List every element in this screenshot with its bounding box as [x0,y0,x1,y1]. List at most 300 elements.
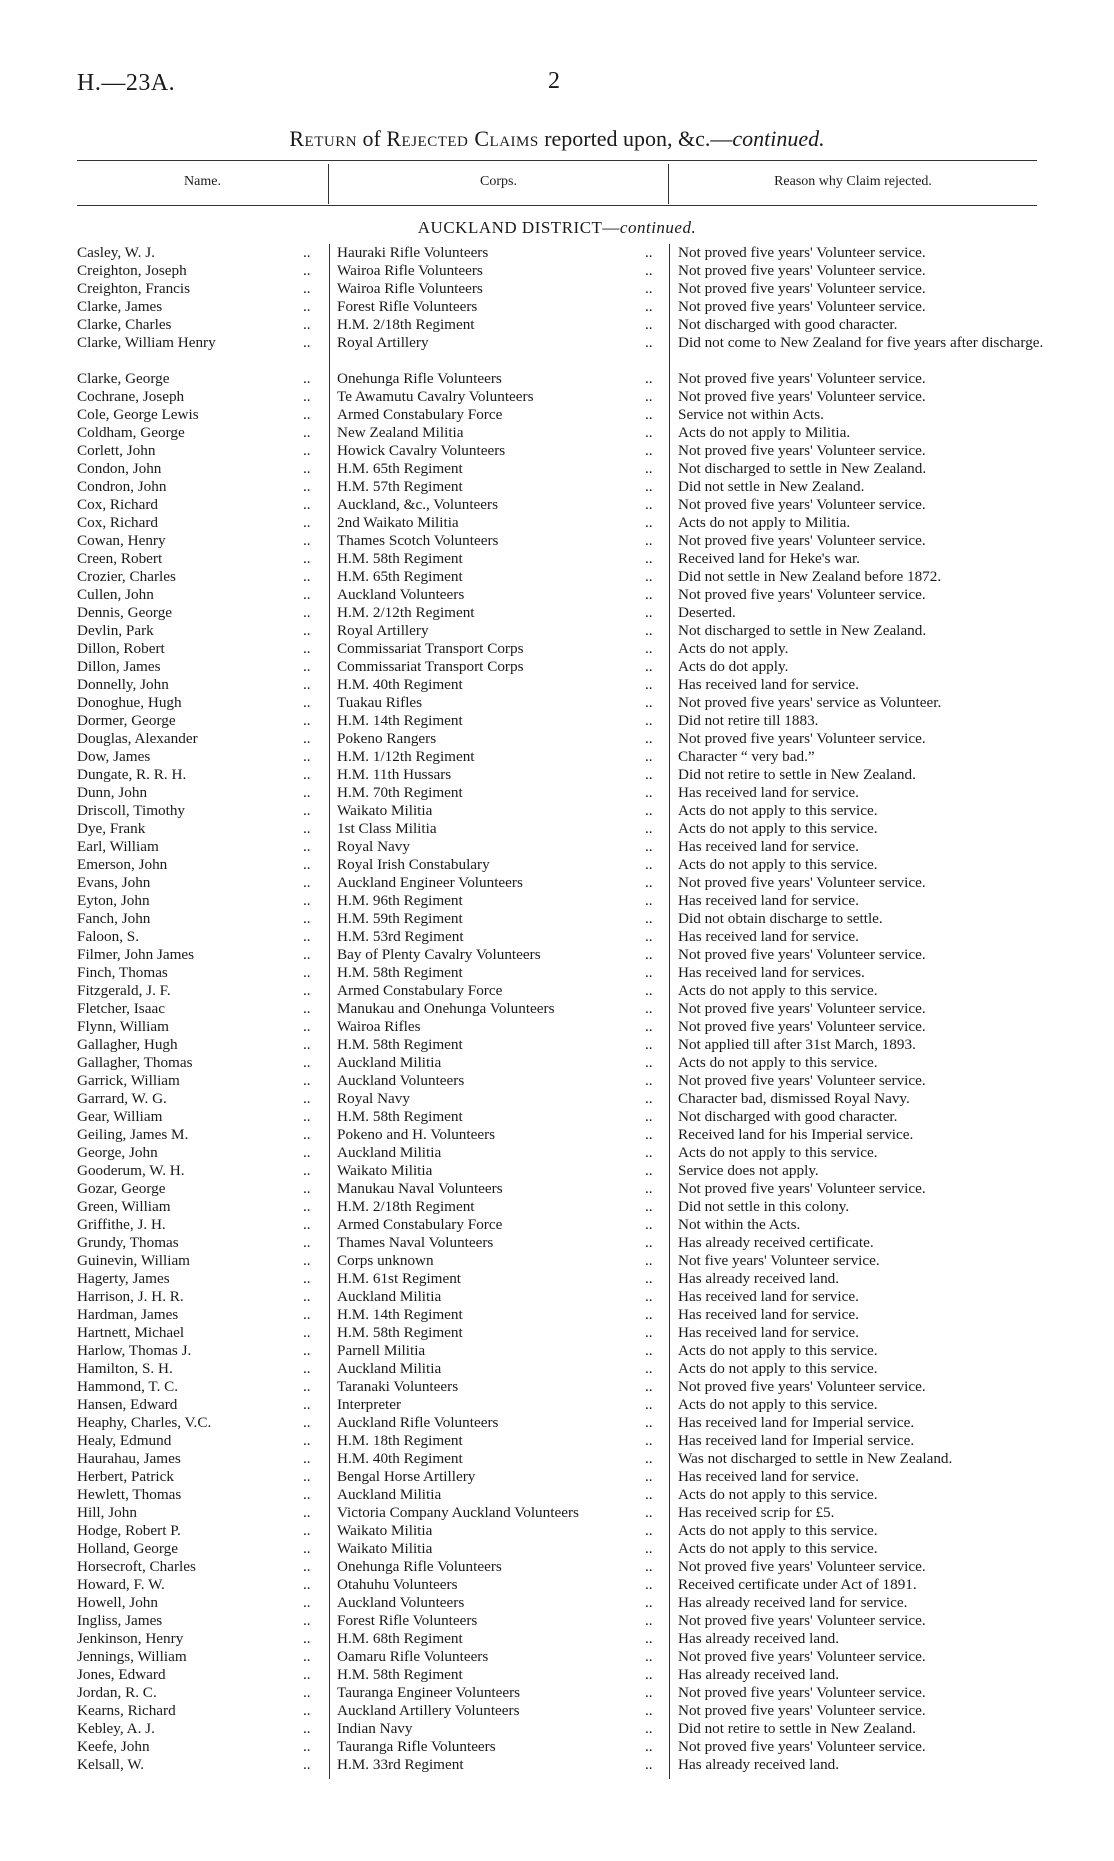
corps-name: Waikato Militia [337,1540,433,1557]
corps-name: Tauranga Engineer Volunteers [337,1684,521,1701]
column-header-corps: Corps. [480,174,517,189]
leader-dots: .. [645,1648,653,1665]
claimant-name: Dow, James [77,748,151,765]
leader-dots: .. [303,442,311,459]
rejection-reason: Has received land for service. [678,1288,859,1305]
leader-dots: .. [645,1702,653,1719]
rejection-reason: Acts do not apply to this service. [678,1054,878,1071]
table-row [0,244,1114,262]
leader-dots: .. [645,1216,653,1233]
claimant-name: Kebley, A. J. [77,1720,155,1737]
leader-dots: .. [645,298,653,315]
rejection-reason: Acts do dot apply. [678,658,789,675]
table-row [0,1630,1114,1648]
rejection-reason: Not proved five years' Volunteer service. [678,370,926,387]
corps-name: Auckland Rifle Volunteers [337,1414,499,1431]
leader-dots: .. [303,1648,311,1665]
table-row [0,838,1114,856]
leader-dots: .. [645,1342,653,1359]
rejection-reason: Deserted. [678,604,736,621]
rejection-reason: Has received scrip for £5. [678,1504,835,1521]
claimant-name: Devlin, Park [77,622,154,639]
rejection-reason: Not proved five years' service as Volunteer. [678,694,942,711]
rejection-reason: Has received land for service. [678,928,859,945]
rejection-reason: Did not settle in this colony. [678,1198,850,1215]
corps-name: Royal Artillery [337,622,429,639]
table-row [0,820,1114,838]
corps-name: 1st Class Militia [337,820,437,837]
leader-dots: .. [645,622,653,639]
claimant-name: Healy, Edmund [77,1432,172,1449]
corps-name: Otahuhu Volunteers [337,1576,458,1593]
rejection-reason: Not proved five years' Volunteer service. [678,1738,926,1755]
leader-dots: .. [303,874,311,891]
table-row [0,496,1114,514]
leader-dots: .. [303,1414,311,1431]
table-row [0,298,1114,316]
corps-name: Waikato Militia [337,802,433,819]
claimant-name: Gozar, George [77,1180,166,1197]
leader-dots: .. [645,370,653,387]
leader-dots: .. [303,1270,311,1287]
leader-dots: .. [645,424,653,441]
table-row [0,1666,1114,1684]
claimant-name: Clarke, Charles [77,316,172,333]
claimant-name: Crozier, Charles [77,568,176,585]
corps-name: H.M. 2/12th Regiment [337,604,475,621]
corps-name: Royal Irish Constabulary [337,856,490,873]
rejection-reason: Not applied till after 31st March, 1893. [678,1036,916,1053]
corps-name: Pokeno and H. Volunteers [337,1126,496,1143]
corps-name: New Zealand Militia [337,424,464,441]
leader-dots: .. [303,1180,311,1197]
claimant-name: Flynn, William [77,1018,169,1035]
leader-dots: .. [645,316,653,333]
leader-dots: .. [303,1252,311,1269]
claimant-name: Keefe, John [77,1738,150,1755]
leader-dots: .. [303,1036,311,1053]
leader-dots: .. [645,514,653,531]
claimant-name: Fletcher, Isaac [77,1000,165,1017]
corps-name: Hauraki Rifle Volunteers [337,244,489,261]
claimant-name: Horsecroft, Charles [77,1558,196,1575]
rejection-reason: Not proved five years' Volunteer service. [678,730,926,747]
table-row [0,964,1114,982]
column-header-name: Name. [184,174,221,189]
corps-name: Commissariat Transport Corps [337,640,524,657]
rejection-reason: Has received land for service. [678,1306,859,1323]
leader-dots: .. [303,1018,311,1035]
corps-name: Auckland Volunteers [337,1594,465,1611]
leader-dots: .. [645,1306,653,1323]
claimant-name: Geiling, James M. [77,1126,189,1143]
corps-name: Auckland Engineer Volunteers [337,874,523,891]
leader-dots: .. [303,712,311,729]
corps-name: H.M. 53rd Regiment [337,928,464,945]
table-row [0,910,1114,928]
corps-name: Auckland, &c., Volunteers [337,496,498,513]
table-row [0,460,1114,478]
rejection-reason: Not proved five years' Volunteer service. [678,1018,926,1035]
corps-name: H.M. 14th Regiment [337,712,463,729]
leader-dots: .. [645,1090,653,1107]
rejection-reason: Did not obtain discharge to settle. [678,910,883,927]
leader-dots: .. [303,1108,311,1125]
leader-dots: .. [303,802,311,819]
leader-dots: .. [303,1486,311,1503]
claimant-name: Hartnett, Michael [77,1324,185,1341]
table-row [0,604,1114,622]
leader-dots: .. [645,1072,653,1089]
corps-name: Onehunga Rifle Volunteers [337,370,502,387]
corps-name: Tauranga Rifle Volunteers [337,1738,496,1755]
rejection-reason: Acts do not apply to this service. [678,1522,878,1539]
leader-dots: .. [303,388,311,405]
claimant-name: Guinevin, William [77,1252,191,1269]
claimant-name: Griffithe, J. H. [77,1216,166,1233]
leader-dots: .. [645,1396,653,1413]
claimant-name: Gear, William [77,1108,163,1125]
claimant-name: Harlow, Thomas J. [77,1342,192,1359]
rejection-reason: Acts do not apply to this service. [678,1360,878,1377]
leader-dots: .. [303,532,311,549]
rejection-reason: Acts do not apply to this service. [678,802,878,819]
claimant-name: Dillon, Robert [77,640,165,657]
leader-dots: .. [645,1576,653,1593]
page-title [0,126,1114,152]
corps-name: Oamaru Rifle Volunteers [337,1648,489,1665]
rejection-reason: Acts do not apply to this service. [678,856,878,873]
leader-dots: .. [645,802,653,819]
leader-dots: .. [645,910,653,927]
leader-dots: .. [645,1738,653,1755]
table-row [0,1144,1114,1162]
claimant-name: Fanch, John [77,910,151,927]
table-row [0,1738,1114,1756]
claimant-name: Clarke, William Henry [77,334,216,351]
leader-dots: .. [645,1756,653,1773]
leader-dots: .. [303,928,311,945]
leader-dots: .. [645,1054,653,1071]
header-top-rule [77,160,1037,161]
leader-dots: .. [303,694,311,711]
claimant-name: Hewlett, Thomas [77,1486,182,1503]
table-row [0,1504,1114,1522]
leader-dots: .. [645,1252,653,1269]
rejection-reason: Did not retire till 1883. [678,712,819,729]
table-row [0,856,1114,874]
leader-dots: .. [645,1612,653,1629]
leader-dots: .. [645,586,653,603]
table-row [0,694,1114,712]
leader-dots: .. [303,1612,311,1629]
table-row [0,928,1114,946]
leader-dots: .. [303,1198,311,1215]
claimant-name: Emerson, John [77,856,168,873]
rejection-reason: Did not come to New Zealand for five years after discharge. [678,334,1044,351]
claimant-name: Cole, George Lewis [77,406,199,423]
claimant-name: Dye, Frank [77,820,146,837]
leader-dots: .. [645,1432,653,1449]
claimant-name: Cox, Richard [77,496,158,513]
leader-dots: .. [303,604,311,621]
table-row [0,1378,1114,1396]
claimant-name: Herbert, Patrick [77,1468,174,1485]
leader-dots: .. [645,730,653,747]
column-header-reason: Reason why Claim rejected. [774,174,932,189]
rejection-reason: Not proved five years' Volunteer service. [678,1702,926,1719]
table-row [0,1288,1114,1306]
rejection-reason: Character “ very bad.” [678,748,815,765]
leader-dots: .. [645,892,653,909]
rejection-reason: Character bad, dismissed Royal Navy. [678,1090,910,1107]
claimant-name: Jennings, William [77,1648,187,1665]
table-row [0,946,1114,964]
corps-name: Wairoa Rifles [337,1018,421,1035]
leader-dots: .. [303,1594,311,1611]
corps-name: Te Awamutu Cavalry Volunteers [337,388,534,405]
rejection-reason: Not discharged with good character. [678,1108,898,1125]
rejection-reason: Has already received land. [678,1270,840,1287]
leader-dots: .. [645,532,653,549]
corps-name: Auckland Volunteers [337,586,465,603]
corps-name: H.M. 33rd Regiment [337,1756,464,1773]
leader-dots: .. [645,1126,653,1143]
rejection-reason: Service does not apply. [678,1162,819,1179]
claimant-name: Finch, Thomas [77,964,168,981]
leader-dots: .. [303,568,311,585]
leader-dots: .. [303,1702,311,1719]
table-row [0,532,1114,550]
claimant-name: Heaphy, Charles, V.C. [77,1414,212,1431]
table-row [0,370,1114,388]
table-row [0,730,1114,748]
corps-name: Thames Scotch Volunteers [337,532,499,549]
leader-dots: .. [303,496,311,513]
leader-dots: .. [303,784,311,801]
corps-name: H.M. 58th Regiment [337,1108,463,1125]
table-row [0,766,1114,784]
table-row [0,1270,1114,1288]
table-row [0,1594,1114,1612]
table-row [0,1720,1114,1738]
leader-dots: .. [303,1360,311,1377]
claimant-name: Gallagher, Thomas [77,1054,193,1071]
rejection-reason: Has received land for service. [678,892,859,909]
rejection-reason: Acts do not apply to this service. [678,1486,878,1503]
rejection-reason: Not proved five years' Volunteer service. [678,1612,926,1629]
title-word-return: Return [289,126,358,151]
table-row [0,1018,1114,1036]
leader-dots: .. [303,424,311,441]
leader-dots: .. [645,964,653,981]
rejection-reason: Received land for his Imperial service. [678,1126,914,1143]
leader-dots: .. [303,640,311,657]
rejection-reason: Not proved five years' Volunteer service. [678,244,926,261]
corps-name: Interpreter [337,1396,402,1413]
claimant-name: Jones, Edward [77,1666,166,1683]
rejection-reason: Acts do not apply to this service. [678,1396,878,1413]
corps-name: Onehunga Rifle Volunteers [337,1558,502,1575]
corps-name: Bay of Plenty Cavalry Volunteers [337,946,541,963]
table-row [0,1702,1114,1720]
leader-dots: .. [303,460,311,477]
claimant-name: Condon, John [77,460,162,477]
leader-dots: .. [303,1522,311,1539]
table-row [0,1576,1114,1594]
rejection-reason: Not proved five years' Volunteer service. [678,946,926,963]
claimant-name: Eyton, John [77,892,150,909]
claimant-name: Kearns, Richard [77,1702,176,1719]
leader-dots: .. [645,478,653,495]
rejection-reason: Not proved five years' Volunteer service. [678,1000,926,1017]
leader-dots: .. [645,1018,653,1035]
leader-dots: .. [303,1738,311,1755]
table-row [0,1414,1114,1432]
corps-name: Auckland Militia [337,1288,442,1305]
claimant-name: Cox, Richard [77,514,158,531]
table-row [0,640,1114,658]
claimant-name: Clarke, James [77,298,163,315]
corps-name: Tuakau Rifles [337,694,423,711]
claimant-name: Cowan, Henry [77,532,166,549]
corps-name: Pokeno Rangers [337,730,437,747]
leader-dots: .. [303,244,311,261]
claimant-name: Hodge, Robert P. [77,1522,181,1539]
leader-dots: .. [303,280,311,297]
leader-dots: .. [645,550,653,567]
leader-dots: .. [303,1684,311,1701]
table-row [0,442,1114,460]
rejection-reason: Did not settle in New Zealand before 1872. [678,568,942,585]
claimant-name: Jenkinson, Henry [77,1630,184,1647]
table-row [0,1306,1114,1324]
table-row [0,1054,1114,1072]
corps-name: H.M. 57th Regiment [337,478,463,495]
table-row [0,334,1114,370]
claimant-name: Dillon, James [77,658,161,675]
corps-name: H.M. 65th Regiment [337,568,463,585]
leader-dots: .. [645,1468,653,1485]
rejection-reason: Received certificate under Act of 1891. [678,1576,917,1593]
leader-dots: .. [645,1522,653,1539]
leader-dots: .. [645,1180,653,1197]
claimant-name: Gooderum, W. H. [77,1162,185,1179]
leader-dots: .. [645,946,653,963]
claimant-name: Dunn, John [77,784,148,801]
rejection-reason: Not proved five years' Volunteer service. [678,1558,926,1575]
table-row [0,1486,1114,1504]
rejection-reason: Did not retire to settle in New Zealand. [678,1720,916,1737]
rejection-reason: Did not settle in New Zealand. [678,478,865,495]
claimant-name: Faloon, S. [77,928,140,945]
table-row [0,748,1114,766]
rejection-reason: Not proved five years' Volunteer service. [678,1684,926,1701]
rejection-reason: Not proved five years' Volunteer service. [678,874,926,891]
table-row [0,676,1114,694]
corps-name: Corps unknown [337,1252,434,1269]
leader-dots: .. [303,586,311,603]
table-row [0,874,1114,892]
rejection-reason: Acts do not apply to this service. [678,1540,878,1557]
leader-dots: .. [303,892,311,909]
rejection-reason: Not proved five years' Volunteer service. [678,1180,926,1197]
leader-dots: .. [645,1540,653,1557]
claimant-name: Hill, John [77,1504,137,1521]
corps-name: Forest Rifle Volunteers [337,1612,478,1629]
corps-name: Waikato Militia [337,1162,433,1179]
leader-dots: .. [645,496,653,513]
corps-name: H.M. 68th Regiment [337,1630,463,1647]
table-row [0,1450,1114,1468]
table-row [0,424,1114,442]
leader-dots: .. [645,1720,653,1737]
corps-name: Commissariat Transport Corps [337,658,524,675]
rejection-reason: Has received land for service. [678,1468,859,1485]
leader-dots: .. [303,658,311,675]
claimant-name: Condron, John [77,478,167,495]
rejection-reason: Has received land for service. [678,784,859,801]
leader-dots: .. [645,1270,653,1287]
page-number: 2 [548,68,560,94]
claimant-name: Filmer, John James [77,946,195,963]
leader-dots: .. [645,1288,653,1305]
table-row [0,1090,1114,1108]
leader-dots: .. [303,766,311,783]
rejection-reason: Acts do not apply to this service. [678,1144,878,1161]
table-row [0,316,1114,334]
table-row [0,1000,1114,1018]
leader-dots: .. [303,1450,311,1467]
rejection-reason: Has already received certificate. [678,1234,874,1251]
rejection-reason: Has received land for services. [678,964,865,981]
corps-name: H.M. 58th Regiment [337,1324,463,1341]
claimant-name: Creighton, Francis [77,280,191,297]
leader-dots: .. [303,514,311,531]
table-row [0,586,1114,604]
header-bottom-rule [77,205,1037,206]
leader-dots: .. [645,1144,653,1161]
claimant-name: Jordan, R. C. [77,1684,157,1701]
table-row [0,802,1114,820]
corps-name: H.M. 2/18th Regiment [337,316,475,333]
table-row [0,1432,1114,1450]
leader-dots: .. [303,1072,311,1089]
rejection-reason: Not proved five years' Volunteer service. [678,496,926,513]
leader-dots: .. [645,658,653,675]
corps-name: Wairoa Rifle Volunteers [337,280,483,297]
claimant-name: Cullen, John [77,586,154,603]
title-word-rejected-claims: Rejected Claims [386,126,539,151]
leader-dots: .. [303,1558,311,1575]
claimant-name: Hardman, James [77,1306,179,1323]
table-row [0,1684,1114,1702]
corps-name: Manukau Naval Volunteers [337,1180,503,1197]
leader-dots: .. [303,1288,311,1305]
table-row [0,1468,1114,1486]
leader-dots: .. [645,820,653,837]
corps-name: Armed Constabulary Force [337,982,503,999]
table-row [0,406,1114,424]
table-row [0,1162,1114,1180]
claimant-name: Dungate, R. R. H. [77,766,187,783]
table-row [0,1648,1114,1666]
leader-dots: .. [303,1576,311,1593]
table-row [0,712,1114,730]
leader-dots: .. [645,1108,653,1125]
corps-name: Parnell Militia [337,1342,426,1359]
claimant-name: Holland, George [77,1540,178,1557]
